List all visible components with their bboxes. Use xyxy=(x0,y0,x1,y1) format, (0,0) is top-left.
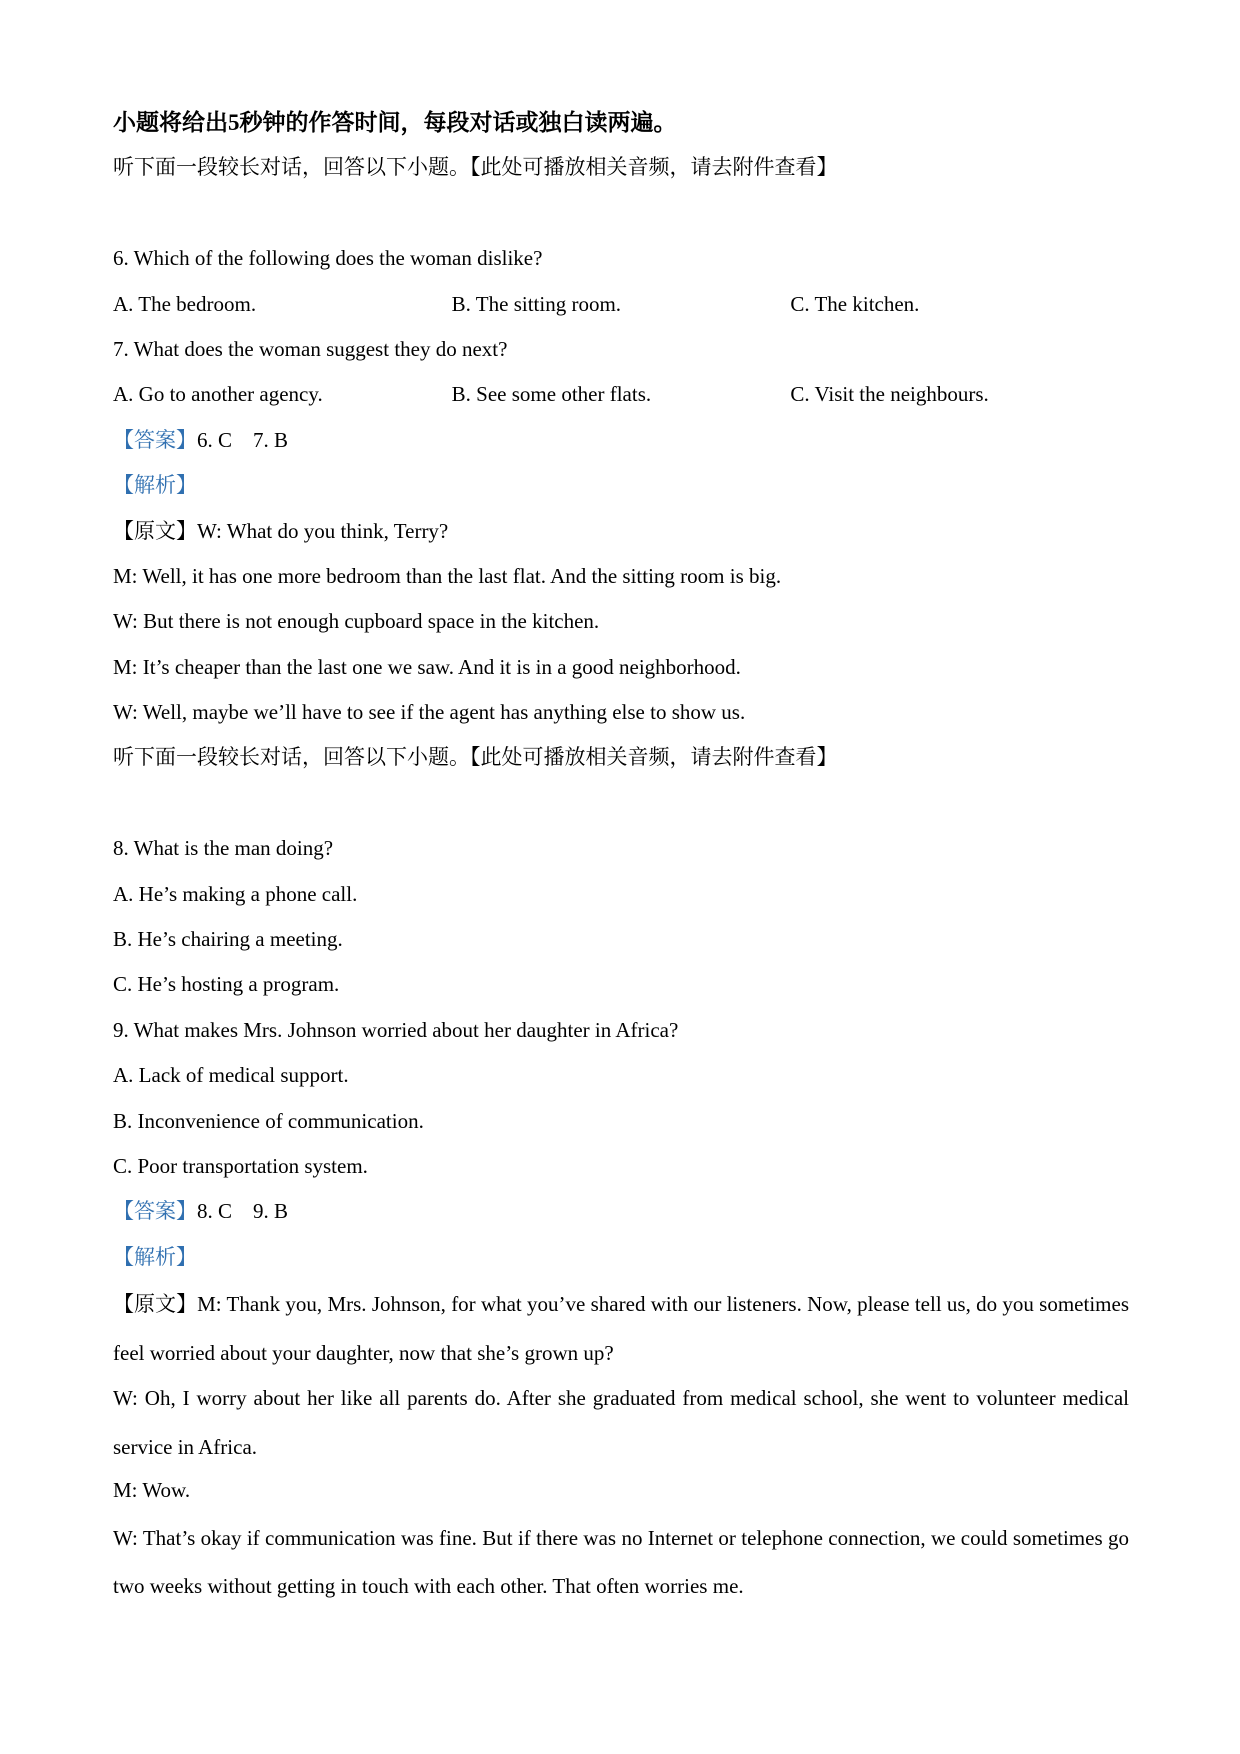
analysis-tag: 【解析】 xyxy=(113,1244,197,1269)
spacer xyxy=(113,191,1129,236)
question-9-stem: 9. What makes Mrs. Johnson worried about her daughter in Africa? xyxy=(113,1017,679,1042)
script-line: W: But there is not enough cupboard space in the kitchen. xyxy=(113,609,600,634)
option-a: A. Lack of medical support. xyxy=(113,1063,349,1088)
answer-tag: 【答案】 xyxy=(113,1199,197,1224)
script-paragraph: W: That’s okay if communication was fine. But if there was no Internet or telephone connection, we could sometimes go two weeks without getting in touch with each other. That often worries me. xyxy=(113,1525,1129,1599)
option-c: C. Visit the neighbours. xyxy=(790,382,989,407)
option-a: A. The bedroom. xyxy=(113,291,257,316)
script-line: W: Well, maybe we’ll have to see if the agent has anything else to show us. xyxy=(113,700,746,725)
script-tag: 【原文】 xyxy=(113,518,197,543)
script-line: M: Well, it has one more bedroom than the last flat. And the sitting room is big. xyxy=(113,563,782,588)
listening-instruction-2: 听下面一段较长对话，回答以下小题。【此处可播放相关音频，请去附件查看】 xyxy=(113,745,838,770)
answer-text: 6. C 7. B xyxy=(197,427,289,452)
spacer xyxy=(113,781,1129,826)
analysis-tag: 【解析】 xyxy=(113,473,197,498)
answer-line-1 xyxy=(113,418,1129,463)
option-b: B. The sitting room. xyxy=(451,291,622,316)
document-page xyxy=(113,100,1129,1608)
answer-tag: 【答案】 xyxy=(113,427,197,452)
script-text: M: Thank you, Mrs. Johnson, for what you’ve shared with our listeners. Now, please tell us, do you sometimes feel worried about your daughter, now that she’s grown up? xyxy=(113,1292,1129,1365)
script-line xyxy=(113,509,1129,554)
script-line: M: Wow. xyxy=(113,1478,191,1503)
script-text: W: What do you think, Terry? xyxy=(197,518,449,543)
option-a: A. He’s making a phone call. xyxy=(113,881,358,906)
option-c: C. The kitchen. xyxy=(790,291,920,316)
option-b: B. Inconvenience of communication. xyxy=(113,1108,424,1133)
answer-line-2 xyxy=(113,1189,1129,1234)
question-7-stem: 7. What does the woman suggest they do next? xyxy=(113,336,508,361)
question-7-options xyxy=(113,372,1129,417)
option-c: C. Poor transportation system. xyxy=(113,1153,368,1178)
answer-text: 8. C 9. B xyxy=(197,1199,289,1224)
script-paragraph: W: Oh, I worry about her like all parents do. After she graduated from medical school, she went to volunteer medical service in Africa. xyxy=(113,1386,1129,1459)
listening-instruction-1: 听下面一段较长对话，回答以下小题。【此处可播放相关音频，请去附件查看】 xyxy=(113,155,838,180)
option-b: B. He’s chairing a meeting. xyxy=(113,927,343,952)
question-8-stem: 8. What is the man doing? xyxy=(113,836,334,861)
option-b: B. See some other flats. xyxy=(451,382,652,407)
script-line: M: It’s cheaper than the last one we saw. And it is in a good neighborhood. xyxy=(113,654,741,679)
option-c: C. He’s hosting a program. xyxy=(113,972,340,997)
question-6-stem: 6. Which of the following does the woman dislike? xyxy=(113,246,543,271)
section-header: 小题将给出5秒钟的作答时间，每段对话或独白读两遍。 xyxy=(113,110,677,135)
script-tag: 【原文】 xyxy=(113,1292,198,1317)
script-paragraph xyxy=(113,1280,1129,1377)
option-a: A. Go to another agency. xyxy=(113,382,323,407)
question-6-options xyxy=(113,282,1129,327)
